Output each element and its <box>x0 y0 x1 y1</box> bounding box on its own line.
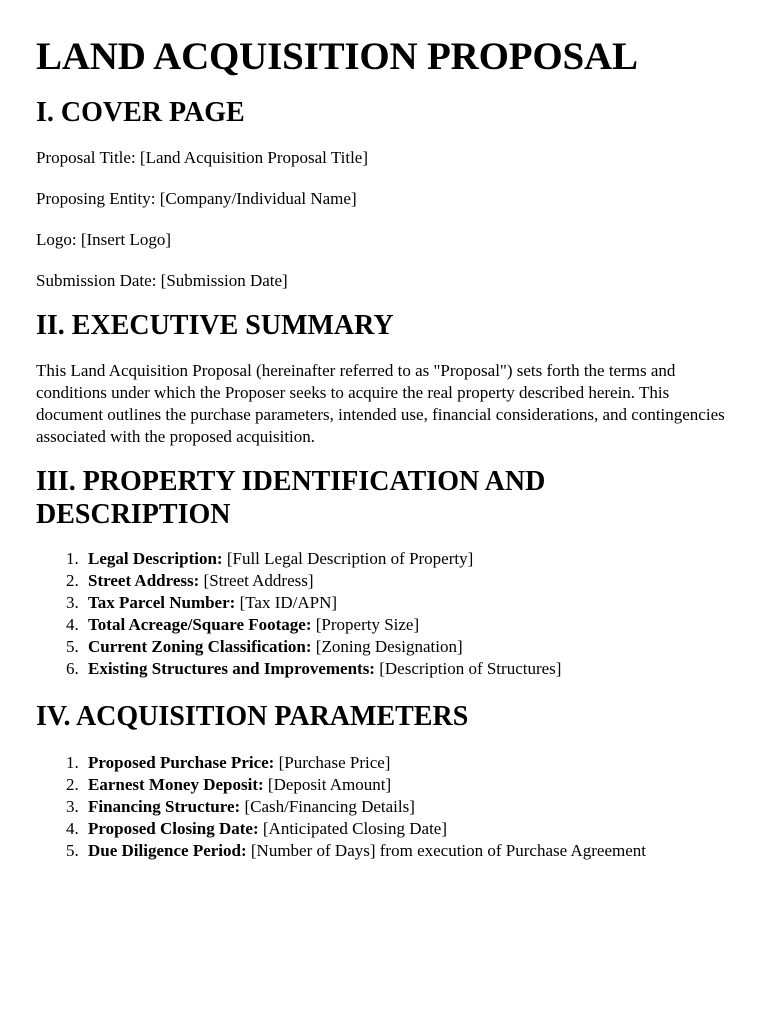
cover-page-section <box>36 96 734 292</box>
acquisition-section <box>36 700 734 862</box>
list-number: 1. <box>66 549 79 568</box>
item-value: [Zoning Designation] <box>315 637 463 656</box>
field-label: Logo: <box>36 230 77 249</box>
field-value: [Company/Individual Name] <box>159 189 357 208</box>
item-label: Financing Structure: <box>88 797 241 816</box>
item-label: Existing Structures and Improvements: <box>88 659 375 678</box>
acquisition-heading: IV. ACQUISITION PARAMETERS <box>36 701 469 732</box>
item-label: Proposed Closing Date: <box>88 819 259 838</box>
list-number: 3. <box>66 797 79 816</box>
item-label: Total Acreage/Square Footage: <box>88 615 312 634</box>
field-value: [Land Acquisition Proposal Title] <box>139 148 369 167</box>
logo-field <box>36 229 734 251</box>
list-number: 5. <box>66 637 79 656</box>
item-label: Current Zoning Classification: <box>88 637 312 656</box>
item-label: Tax Parcel Number: <box>88 593 236 612</box>
item-label: Legal Description: <box>88 549 223 568</box>
proposal-title-field <box>36 147 734 169</box>
item-value: [Full Legal Description of Property] <box>226 549 474 568</box>
list-item <box>36 840 734 862</box>
acquisition-list <box>36 752 734 862</box>
list-item <box>36 614 734 636</box>
list-item <box>36 548 734 570</box>
property-heading: III. PROPERTY IDENTIFICATION AND DESCRIPTION <box>36 466 546 530</box>
document-title: LAND ACQUISITION PROPOSAL <box>36 35 638 78</box>
field-value: [Insert Logo] <box>80 230 172 249</box>
list-item <box>36 592 734 614</box>
list-item <box>36 774 734 796</box>
item-value: [Property Size] <box>315 615 420 634</box>
item-value: [Street Address] <box>203 571 314 590</box>
executive-summary-section <box>36 309 734 448</box>
executive-summary-heading: II. EXECUTIVE SUMMARY <box>36 310 394 341</box>
list-number: 2. <box>66 571 79 590</box>
field-label: Proposing Entity: <box>36 189 156 208</box>
item-value: [Purchase Price] <box>278 753 391 772</box>
property-section <box>36 465 734 680</box>
list-item <box>36 636 734 658</box>
item-label: Proposed Purchase Price: <box>88 753 275 772</box>
cover-page-heading: I. COVER PAGE <box>36 97 245 128</box>
item-label: Due Diligence Period: <box>88 841 247 860</box>
list-number: 6. <box>66 659 79 678</box>
list-number: 2. <box>66 775 79 794</box>
list-number: 4. <box>66 819 79 838</box>
list-number: 5. <box>66 841 79 860</box>
item-value: [Description of Structures] <box>379 659 562 678</box>
list-item <box>36 818 734 840</box>
property-list <box>36 548 734 680</box>
item-value: [Tax ID/APN] <box>239 593 338 612</box>
submission-date-field <box>36 270 734 292</box>
list-item <box>36 570 734 592</box>
item-value: [Deposit Amount] <box>267 775 392 794</box>
proposing-entity-field <box>36 188 734 210</box>
item-value: [Cash/Financing Details] <box>244 797 415 816</box>
field-label: Submission Date: <box>36 271 157 290</box>
item-value: [Anticipated Closing Date] <box>262 819 448 838</box>
list-number: 3. <box>66 593 79 612</box>
item-label: Street Address: <box>88 571 200 590</box>
list-item <box>36 796 734 818</box>
field-value: [Submission Date] <box>160 271 288 290</box>
list-item <box>36 752 734 774</box>
field-label: Proposal Title: <box>36 148 136 167</box>
list-number: 1. <box>66 753 79 772</box>
executive-summary-text: This Land Acquisition Proposal (hereinafter referred to as "Proposal") sets forth the terms and conditions under which the Proposer seeks to acquire the real property described herein. This document outlines the purchase parameters, intended use, financial considerations, and contingencies associated with the proposed acquisition. <box>36 361 725 446</box>
item-label: Earnest Money Deposit: <box>88 775 264 794</box>
list-number: 4. <box>66 615 79 634</box>
item-value: [Number of Days] from execution of Purchase Agreement <box>250 841 647 860</box>
list-item <box>36 658 734 680</box>
